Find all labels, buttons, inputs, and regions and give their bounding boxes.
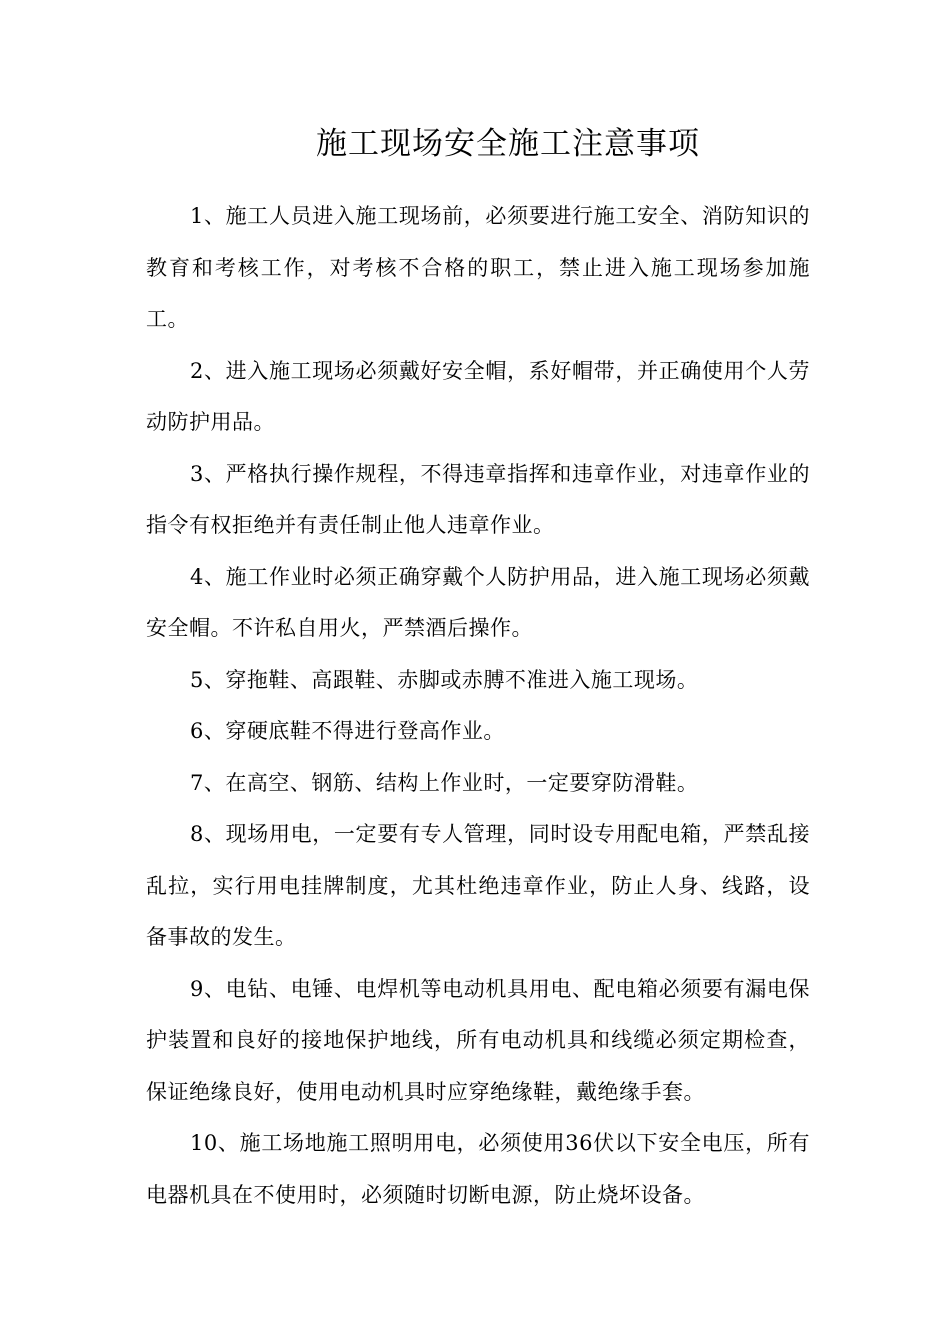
paragraph-9: 9、电钻、电锤、电焊机等电动机具用电、配电箱必须要有漏电保护装置和良好的接地保护地线，所有电动机具和线缆必须定期检查，保证绝缘良好，使用电动机具时应穿绝缘鞋，戴绝缘手套。 xyxy=(146,976,810,1104)
document-title: 施工现场安全施工注意事项 xyxy=(316,126,700,162)
document-body xyxy=(146,191,810,1221)
paragraph-1: 1、施工人员进入施工现场前，必须要进行施工安全、消防知识的教育和考核工作，对考核不合格的职工，禁止进入施工现场参加施工。 xyxy=(146,204,810,331)
paragraph-7: 7、在高空、钢筋、结构上作业时，一定要穿防滑鞋。 xyxy=(190,770,699,795)
paragraph-4: 4、施工作业时必须正确穿戴个人防护用品，进入施工现场必须戴安全帽。不许私自用火，严禁酒后操作。 xyxy=(146,564,810,640)
paragraph-3: 3、严格执行操作规程，不得违章指挥和违章作业，对违章作业的指令有权拒绝并有责任制止他人违章作业。 xyxy=(146,461,810,537)
paragraph-8: 8、现场用电，一定要有专人管理，同时设专用配电箱，严禁乱接乱拉，实行用电挂牌制度，尤其杜绝违章作业，防止人身、线路，设备事故的发生。 xyxy=(146,822,810,949)
paragraph-10: 10、施工场地施工照明用电，必须使用36伏以下安全电压，所有电器机具在不使用时，必须随时切断电源，防止烧坏设备。 xyxy=(146,1131,810,1207)
paragraph-5: 5、穿拖鞋、高跟鞋、赤脚或赤膊不准进入施工现场。 xyxy=(190,667,699,692)
paragraph-2: 2、进入施工现场必须戴好安全帽，系好帽带，并正确使用个人劳动防护用品。 xyxy=(146,358,810,434)
paragraph-6: 6、穿硬底鞋不得进行登高作业。 xyxy=(190,719,505,743)
